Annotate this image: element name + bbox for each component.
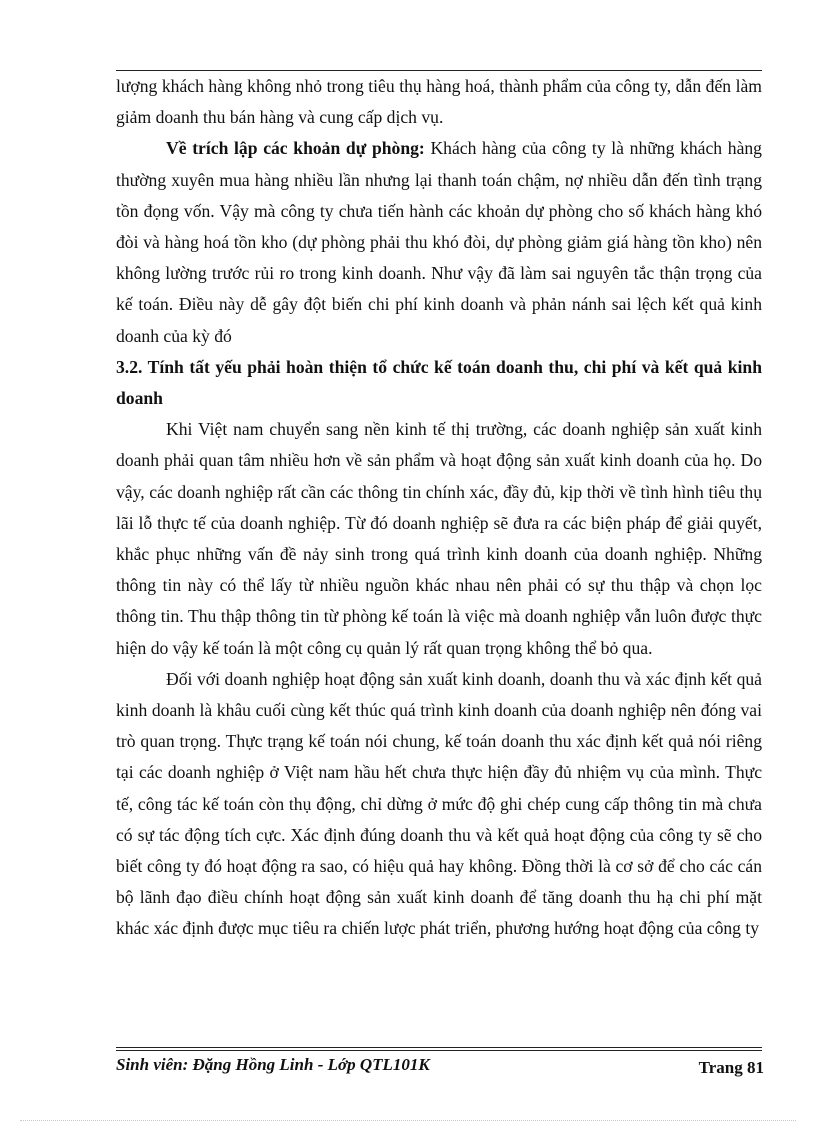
footer-student-info: Sinh viên: Đặng Hồng Linh - Lớp QTL101K	[116, 1055, 430, 1074]
page-edge	[20, 1120, 796, 1121]
paragraph-continuation: lượng khách hàng không nhỏ trong tiêu thụ hàng hoá, thành phẩm của công ty, dẫn đến làm giảm doanh thu bán hàng và cung cấp dịch vụ.	[116, 76, 762, 128]
paragraph-market-economy: Khi Việt nam chuyển sang nền kinh tế thị trường, các doanh nghiệp sản xuất kinh doanh phải quan tâm nhiều hơn về sản phẩm và hoạt động sản xuất kinh doanh của họ. Do vậy, các doanh nghiệp rất cần các thông tin chính xác, đầy đủ, kịp thời về tình hình tiêu thụ lãi lỗ thực tế của doanh nghiệp. Từ đó doanh nghiệp sẽ đưa ra các biện pháp để giải quyết, khắc phục những vấn đề nảy sinh trong quá trình kinh doanh của doanh nghiệp. Những thông tin này có thể lấy từ nhiều nguồn khác nhau nên phải có sự thu thập và chọn lọc thông tin. Thu thập thông tin từ phòng kế toán là việc mà doanh nghiệp vẫn luôn được thực hiện do vậy kế toán là một công cụ quản lý rất quan trọng không thể bỏ qua.	[116, 419, 762, 658]
footer-rule-bottom	[116, 1050, 762, 1051]
paragraph-text: Khách hàng của công ty là những khách hàng thường xuyên mua hàng nhiều lần nhưng lại thanh toán chậm, nợ nhiều dẫn đến tình trạng tồn đọng vốn. Vậy mà công ty chưa tiến hành các khoản dự phòng cho số khách hàng khó đòi và hàng hoá tồn kho (dự phòng phải thu khó đòi, dự phòng giảm giá hàng tồn kho) nên không lường trước rủi ro trong kinh doanh. Như vậy đã làm sai nguyên tắc thận trọng của kế toán. Điều này dễ gây đột biến chi phí kinh doanh và phản nánh sai lệch kết quả kinh doanh của kỳ đó	[116, 138, 762, 346]
page-number: Trang 81	[698, 1058, 764, 1077]
paragraph-provisions	[116, 133, 762, 351]
page-body	[116, 71, 762, 945]
paragraph-revenue-role: Đối với doanh nghiệp hoạt động sản xuất kinh doanh, doanh thu và xác định kết quả kinh doanh là khâu cuối cùng kết thúc quá trình kinh doanh của doanh nghiệp nên đóng vai trò quan trọng. Thực trạng kế toán nói chung, kế toán doanh thu xác định kết quả nói riêng tại các doanh nghiệp ở Việt nam hầu hết chưa thực hiện đầy đủ nhiệm vụ của mình. Thực tế, công tác kế toán còn thụ động, chỉ dừng ở mức độ ghi chép cung cấp thông tin mà chưa có sự tác động tích cực. Xác định đúng doanh thu và kết quả hoạt động của công ty sẽ cho biết công ty đó hoạt động ra sao, có hiệu quả hay không. Đồng thời là cơ sở để cho các cán bộ lãnh đạo điều chính hoạt động sản xuất kinh doanh để tăng doanh thu hạ chi phí mặt khác xác định được mục tiêu ra chiến lược phát triển, phương hướng hoạt động của công ty	[116, 668, 762, 939]
section-heading: 3.2. Tính tất yếu phải hoàn thiện tổ chức kế toán doanh thu, chi phí và kết quả kinh doanh	[116, 356, 762, 409]
paragraph-lead: Về trích lập các khoản dự phòng:	[166, 138, 425, 159]
footer-rule-top	[116, 1047, 762, 1048]
